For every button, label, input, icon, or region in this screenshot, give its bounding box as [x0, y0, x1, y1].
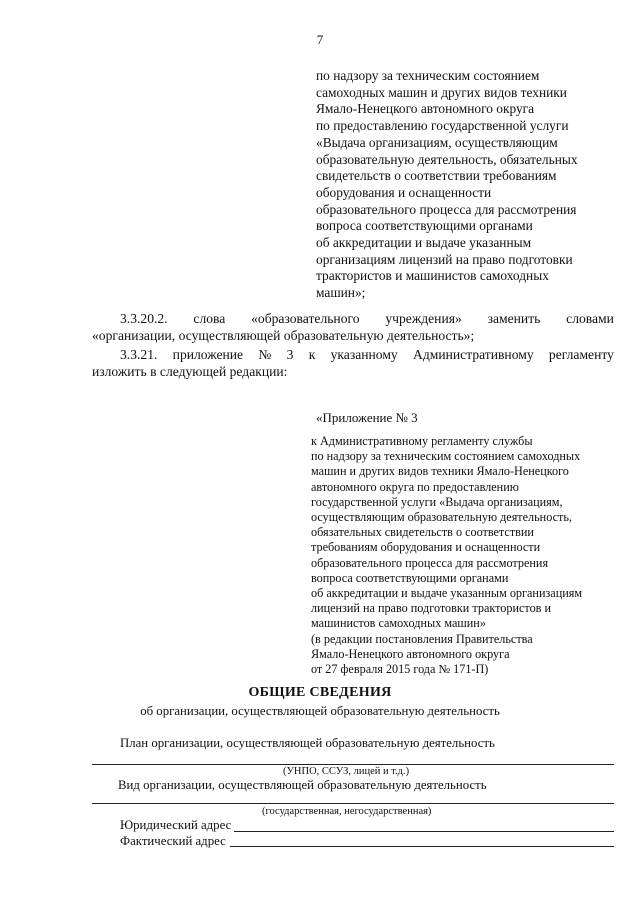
type-hint: (государственная, негосударственная) [262, 806, 432, 817]
top-right-text-block [316, 68, 616, 302]
top-block-line: «Выдача организациям, осуществляющим [316, 134, 558, 150]
word: регламенту [548, 347, 614, 362]
section-heading: ОБЩИЕ СВЕДЕНИЯ [248, 685, 392, 700]
word: заменить [487, 311, 541, 326]
item-3-3-20-2-line2: «организации, осуществляющей образовательную деятельность»; [92, 327, 475, 343]
top-block-line: свидетельств о соответствии требованиям [316, 168, 557, 184]
appendix-line: обязательных свидетельств о соответствии [311, 525, 534, 540]
section-subheading: об организации, осуществляющей образовательную деятельность [140, 704, 500, 718]
appendix-line: лицензий на право подготовки трактористов и [311, 601, 551, 616]
actual-address-label: Фактический адрес [120, 834, 226, 848]
item-3-3-21 [92, 347, 614, 380]
top-block-line: об аккредитации и выдаче указанным [316, 235, 532, 251]
type-label: Вид организации, осуществляющей образовательную деятельность [118, 778, 487, 792]
item-3-3-21-line1 [120, 347, 614, 364]
item-3-3-20-2 [92, 311, 614, 344]
top-block-line: оборудования и оснащенности [316, 184, 492, 200]
word: слова [193, 311, 226, 326]
top-block-line: организациям лицензий на право подготовки [316, 251, 573, 267]
legal-address-line[interactable] [234, 831, 614, 832]
appendix-line: об аккредитации и выдаче указанным организациям [311, 586, 583, 601]
top-block-line: по предоставлению государственной услуги [316, 118, 569, 134]
appendix-line: осуществляющим образовательную деятельность, [311, 510, 572, 525]
appendix-line: автономного округа по предоставлению [311, 479, 519, 494]
appendix-line: от 27 февраля 2015 года № 171-П) [311, 662, 489, 677]
top-block-line: самоходных машин и других видов техники [316, 84, 567, 100]
top-block-line: образовательную деятельность, обязательных [316, 151, 578, 167]
word: 3.3.20.2. [120, 311, 168, 326]
appendix-line: машин и других видов техники Ямало-Ненецкого [311, 464, 569, 479]
word: указанному [330, 347, 398, 362]
appendix-line: Ямало-Ненецкого автономного округа [311, 646, 510, 661]
appendix-header-block [311, 434, 611, 677]
word: учреждения» [385, 311, 462, 326]
top-block-line: по надзору за техническим состоянием [316, 68, 540, 83]
word: 3.3.21. [120, 347, 158, 362]
plan-line[interactable] [92, 764, 614, 765]
plan-hint: (УНПО, ССУЗ, лицей и т.д.) [283, 766, 410, 777]
word: 3 [286, 347, 294, 362]
word: № [258, 347, 272, 362]
appendix-line: государственной услуги «Выдача организациям, [311, 494, 563, 509]
appendix-line: (в редакции постановления Правительства [311, 631, 533, 646]
actual-address-line[interactable] [230, 846, 614, 847]
appendix-line: по надзору за техническим состоянием самоходных [311, 449, 581, 464]
legal-address-label: Юридический адрес [120, 818, 232, 832]
appendix-line: образовательного процесса для рассмотрения [311, 555, 549, 570]
top-block-line: вопроса соответствующими органами [316, 218, 533, 234]
word: Административному [413, 347, 534, 362]
word: приложение [172, 347, 244, 362]
top-block-line: образовательного процесса для рассмотрения [316, 201, 577, 217]
top-block-line: трактористов и машинистов самоходных [316, 268, 549, 284]
appendix-line: машинистов самоходных машин» [311, 616, 486, 631]
appendix-line: требованиям оборудования и оснащенности [311, 540, 541, 555]
item-3-3-20-2-line1 [120, 311, 614, 328]
plan-label: План организации, осуществляющей образовательную деятельность [120, 736, 495, 750]
appendix-line: к Административному регламенту службы [311, 434, 533, 448]
appendix-line: вопроса соответствующими органами [311, 570, 509, 585]
word: словами [566, 311, 614, 326]
top-block-line: Ямало-Ненецкого автономного округа [316, 101, 535, 117]
top-block-line: машин»; [316, 285, 366, 301]
type-line[interactable] [92, 803, 614, 804]
word: «образовательного [251, 311, 360, 326]
page-number: 7 [316, 32, 324, 47]
word: к [308, 347, 316, 362]
appendix-title: «Приложение № 3 [316, 410, 418, 425]
item-3-3-21-line2: изложить в следующей редакции: [92, 363, 288, 379]
